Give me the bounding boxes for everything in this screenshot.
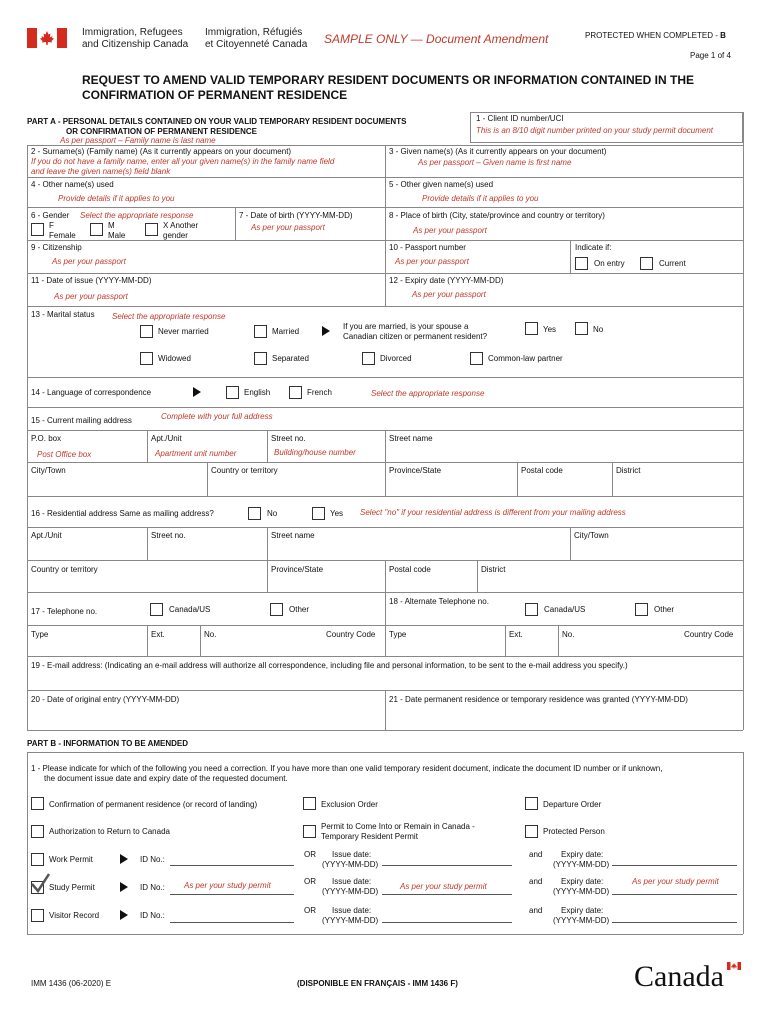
visitor-expiry-fmt: (YYYY-MM-DD) <box>553 916 610 925</box>
canada-wordmark: Canada <box>634 960 724 993</box>
res-province-label: Province/State <box>271 565 324 574</box>
form-title <box>82 73 694 103</box>
alt-phone-country-code-label: Country Code <box>684 630 734 639</box>
protected-person-checkbox[interactable] <box>525 825 538 838</box>
visitor-issue-label: Issue date: <box>332 906 372 915</box>
part-b-q1-line-1: 1 - Please indicate for which of the following you need a correction. If you have more than one valid temporary resident document, indicate the document ID number or if unknown, <box>31 764 663 773</box>
married-checkbox[interactable] <box>254 325 267 338</box>
study-expiry-label: Expiry date: <box>561 877 604 886</box>
alt-phone-type-label: Type <box>389 630 407 639</box>
q11-hint: As per your passport <box>54 292 128 301</box>
sample-notice: SAMPLE ONLY — Document Amendment <box>324 32 549 46</box>
q6-label: 6 - Gender <box>31 211 70 220</box>
copr-checkbox[interactable] <box>31 797 44 810</box>
work-issue-field[interactable] <box>382 865 512 866</box>
q14-hint: Select the appropriate response <box>371 389 485 398</box>
divorced-checkbox[interactable] <box>362 352 375 365</box>
spouse-no-label: No <box>593 325 604 334</box>
protected-notice <box>585 31 726 40</box>
alt-phone-other-label: Other <box>654 605 675 614</box>
alt-phone-ext-label: Ext. <box>509 630 523 639</box>
res-apt-unit-label: Apt./Unit <box>31 531 62 540</box>
street-no-hint: Building/house number <box>274 448 356 457</box>
q7-hint: As per your passport <box>251 223 325 232</box>
never-married-label: Never married <box>158 327 209 336</box>
po-box-hint: Post Office box <box>37 450 92 459</box>
gender-x-checkbox[interactable] <box>145 223 158 236</box>
study-issue-fmt: (YYYY-MM-DD) <box>322 887 379 896</box>
spouse-question-line-2: Canadian citizen or permanent resident? <box>343 332 488 341</box>
alt-phone-canada-us-label: Canada/US <box>544 605 586 614</box>
family-name-hint: As per passport – Family name is last name <box>60 136 216 145</box>
spouse-question-line-1: If you are married, is your spouse a <box>343 322 469 331</box>
res-street-no-label: Street no. <box>151 531 186 540</box>
q12-hint: As per your passport <box>412 290 486 299</box>
res-city-town-label: City/Town <box>574 531 609 540</box>
visitor-issue-fmt: (YYYY-MM-DD) <box>322 916 379 925</box>
gender-x-text-1: X Another <box>163 221 199 230</box>
q3-hint: As per passport – Given name is first name <box>418 158 572 167</box>
q15-label: 15 - Current mailing address <box>31 416 132 425</box>
agency-name-fr <box>205 27 307 51</box>
q18-label: 18 - Alternate Telephone no. <box>389 597 489 606</box>
q16-label: 16 - Residential address Same as mailing address? <box>31 509 214 518</box>
protected-level: B <box>720 31 726 40</box>
phone-no-label: No. <box>204 630 217 639</box>
on-entry-checkbox[interactable] <box>575 257 588 270</box>
q2-label: 2 - Surname(s) (Family name) (As it currently appears on your document) <box>31 147 292 156</box>
phone-other-checkbox[interactable] <box>270 603 283 616</box>
q19-label: 19 - E-mail address: (Indicating an e-mail address will authorize all correspondence, including file and personal information, to be sent to the e-mail address you specify.) <box>31 661 628 670</box>
married-label: Married <box>272 327 300 336</box>
q10-label: 10 - Passport number <box>389 243 466 252</box>
q17-label: 17 - Telephone no. <box>31 607 98 616</box>
study-and: and <box>529 877 543 886</box>
common-law-checkbox[interactable] <box>470 352 483 365</box>
work-id-label: ID No.: <box>140 855 165 864</box>
gender-m-code: M <box>108 221 115 230</box>
work-or: OR <box>304 850 316 859</box>
agency-fr-line-2: et Citoyenneté Canada <box>205 39 308 50</box>
canada-flag-icon <box>27 28 67 48</box>
protected-person-label: Protected Person <box>543 827 605 836</box>
study-issue-hint: As per your study permit <box>400 882 487 891</box>
q1-hint: This is an 8/10 digit number printed on your study permit document <box>476 126 714 135</box>
phone-ext-label: Ext. <box>151 630 165 639</box>
province-label: Province/State <box>389 466 442 475</box>
district-label: District <box>616 466 641 475</box>
spouse-no-checkbox[interactable] <box>575 322 588 335</box>
part-b-title: PART B - INFORMATION TO BE AMENDED <box>27 739 189 748</box>
part-b-q1-line-2: the document issue date and expiry date of the requested document. <box>44 774 288 783</box>
visitor-or: OR <box>304 906 316 915</box>
arrow-right-icon <box>193 387 201 397</box>
study-or: OR <box>304 877 316 886</box>
work-permit-label: Work Permit <box>49 855 93 864</box>
res-street-name-label: Street name <box>271 531 315 540</box>
gender-female-checkbox[interactable] <box>31 223 44 236</box>
current-checkbox[interactable] <box>640 257 653 270</box>
q9-label: 9 - Citizenship <box>31 243 82 252</box>
study-permit-label: Study Permit <box>49 883 95 892</box>
work-and: and <box>529 850 543 859</box>
indicate-if-label: Indicate if: <box>575 243 612 252</box>
agency-name-en <box>82 27 188 51</box>
q2-hint-2: and leave the given name(s) field blank <box>31 167 171 176</box>
spouse-yes-label: Yes <box>543 325 557 334</box>
form-title-line-2: CONFIRMATION OF PERMANENT RESIDENCE <box>82 88 348 102</box>
trp-label-line-2: Temporary Resident Permit <box>321 832 418 841</box>
phone-other-label: Other <box>289 605 310 614</box>
q2-hint-1: If you do not have a family name, enter all your given name(s) in the family name field <box>31 157 335 166</box>
page-number: Page 1 of 4 <box>690 51 731 60</box>
work-issue-fmt: (YYYY-MM-DD) <box>322 860 379 869</box>
french-label: French <box>307 388 332 397</box>
q15-hint: Complete with your full address <box>161 412 273 421</box>
country-label: Country or territory <box>211 466 278 475</box>
spouse-question <box>343 322 487 342</box>
spouse-yes-checkbox[interactable] <box>525 322 538 335</box>
work-issue-label: Issue date: <box>332 850 372 859</box>
arrow-right-icon <box>120 854 128 864</box>
gender-male-label <box>108 221 125 241</box>
arrow-right-icon <box>322 326 330 336</box>
part-a-title-2: OR CONFIRMATION OF PERMANENT RESIDENCE <box>66 127 257 136</box>
alt-phone-no-label: No. <box>562 630 575 639</box>
form-id: IMM 1436 (06-2020) E <box>31 979 112 988</box>
visitor-record-label: Visitor Record <box>49 911 100 920</box>
q4-label: 4 - Other name(s) used <box>31 180 114 189</box>
gender-x-label <box>163 221 198 241</box>
q11-label: 11 - Date of issue (YYYY-MM-DD) <box>31 276 152 285</box>
q5-label: 5 - Other given name(s) used <box>389 180 494 189</box>
study-expiry-fmt: (YYYY-MM-DD) <box>553 887 610 896</box>
gender-m-text: Male <box>108 231 126 240</box>
alt-phone-other-checkbox[interactable] <box>635 603 648 616</box>
city-town-label: City/Town <box>31 466 66 475</box>
phone-type-label: Type <box>31 630 49 639</box>
on-entry-label: On entry <box>594 259 625 268</box>
q6-hint: Select the appropriate response <box>80 211 194 220</box>
agency-fr-line-1: Immigration, Réfugiés <box>205 27 303 38</box>
q13-hint: Select the appropriate response <box>112 312 226 321</box>
widowed-checkbox[interactable] <box>140 352 153 365</box>
exclusion-order-label: Exclusion Order <box>321 800 378 809</box>
part-a-title-1: PART A - PERSONAL DETAILS CONTAINED ON YOUR VALID TEMPORARY RESIDENT DOCUMENTS <box>27 117 407 126</box>
visitor-issue-field[interactable] <box>382 922 512 923</box>
alt-phone-canada-us-checkbox[interactable] <box>525 603 538 616</box>
widowed-label: Widowed <box>158 354 191 363</box>
visitor-and: and <box>529 906 543 915</box>
english-label: English <box>244 388 271 397</box>
english-checkbox[interactable] <box>226 386 239 399</box>
exclusion-order-checkbox[interactable] <box>303 797 316 810</box>
study-issue-field[interactable] <box>382 894 512 895</box>
trp-label-line-1: Permit to Come Into or Remain in Canada - <box>321 822 475 831</box>
res-postal-label: Postal code <box>389 565 431 574</box>
street-name-label: Street name <box>389 434 433 443</box>
visitor-expiry-field[interactable] <box>612 922 737 923</box>
common-law-label: Common-law partner <box>488 354 563 363</box>
never-married-checkbox[interactable] <box>140 325 153 338</box>
q13-label: 13 - Marital status <box>31 310 95 319</box>
departure-order-label: Departure Order <box>543 800 602 809</box>
arrow-right-icon <box>120 910 128 920</box>
q16-no-checkbox[interactable] <box>248 507 261 520</box>
arc-label: Authorization to Return to Canada <box>49 827 170 836</box>
arrow-right-icon <box>120 882 128 892</box>
study-id-field[interactable] <box>170 894 294 895</box>
work-expiry-label: Expiry date: <box>561 850 604 859</box>
study-issue-label: Issue date: <box>332 877 372 886</box>
trp-checkbox[interactable] <box>303 825 316 838</box>
q3-label: 3 - Given name(s) (As it currently appears on your document) <box>389 147 607 156</box>
q8-hint: As per your passport <box>413 226 487 235</box>
q5-hint: Provide details if it applies to you <box>422 194 539 203</box>
study-expiry-field[interactable] <box>612 894 737 895</box>
res-district-label: District <box>481 565 506 574</box>
work-id-field[interactable] <box>170 865 294 866</box>
q10-hint: As per your passport <box>395 257 469 266</box>
q4-hint: Provide details if it applies to you <box>58 194 175 203</box>
res-country-label: Country or territory <box>31 565 98 574</box>
divorced-label: Divorced <box>380 354 412 363</box>
work-expiry-fmt: (YYYY-MM-DD) <box>553 860 610 869</box>
po-box-label: P.O. box <box>31 434 62 443</box>
visitor-expiry-label: Expiry date: <box>561 906 604 915</box>
q20-label: 20 - Date of original entry (YYYY-MM-DD) <box>31 695 180 704</box>
apt-unit-label: Apt./Unit <box>151 434 182 443</box>
q21-label: 21 - Date permanent residence or temporary residence was granted (YYYY-MM-DD) <box>389 695 688 704</box>
departure-order-checkbox[interactable] <box>525 797 538 810</box>
visitor-id-field[interactable] <box>170 922 294 923</box>
french-checkbox[interactable] <box>289 386 302 399</box>
q16-hint: Select "no" if your residential address is different from your mailing address <box>360 508 626 517</box>
apt-unit-hint: Apartment unit number <box>155 449 237 458</box>
current-label: Current <box>659 259 686 268</box>
phone-canada-us-label: Canada/US <box>169 605 211 614</box>
french-availability: (DISPONIBLE EN FRANÇAIS - IMM 1436 F) <box>297 979 458 988</box>
phone-canada-us-checkbox[interactable] <box>150 603 163 616</box>
gender-f-code: F <box>49 221 54 230</box>
agency-en-line-2: and Citizenship Canada <box>82 39 189 50</box>
checkmark-icon <box>29 872 51 896</box>
form-title-line-1: REQUEST TO AMEND VALID TEMPORARY RESIDENT DOCUMENTS OR INFORMATION CONTAINED IN THE <box>82 73 695 87</box>
work-permit-checkbox[interactable] <box>31 853 44 866</box>
separated-checkbox[interactable] <box>254 352 267 365</box>
street-no-label: Street no. <box>271 434 306 443</box>
q1-label: 1 - Client ID number/UCI <box>476 114 564 123</box>
q8-label: 8 - Place of birth (City, state/province and country or territory) <box>389 211 605 220</box>
phone-country-code-label: Country Code <box>326 630 376 639</box>
gender-x-text-2: gender <box>163 231 188 240</box>
q16-yes-checkbox[interactable] <box>312 507 325 520</box>
q12-label: 12 - Expiry date (YYYY-MM-DD) <box>389 276 504 285</box>
work-expiry-field[interactable] <box>612 865 737 866</box>
protected-prefix: PROTECTED WHEN COMPLETED - <box>585 31 721 40</box>
visitor-record-checkbox[interactable] <box>31 909 44 922</box>
study-id-label: ID No.: <box>140 883 165 892</box>
gender-male-checkbox[interactable] <box>90 223 103 236</box>
study-expiry-hint: As per your study permit <box>632 877 719 886</box>
separated-label: Separated <box>272 354 309 363</box>
q9-hint: As per your passport <box>52 257 126 266</box>
trp-label <box>321 822 475 842</box>
wordmark-flag-icon <box>727 962 741 970</box>
postal-code-label: Postal code <box>521 466 563 475</box>
gender-f-text: Female <box>49 231 76 240</box>
gender-female-label <box>49 221 76 241</box>
copr-label: Confirmation of permanent residence (or record of landing) <box>49 800 258 809</box>
arc-checkbox[interactable] <box>31 825 44 838</box>
q16-yes-label: Yes <box>330 509 344 518</box>
q14-label: 14 - Language of correspondence <box>31 388 152 397</box>
q7-label: 7 - Date of birth (YYYY-MM-DD) <box>239 211 353 220</box>
study-id-hint: As per your study permit <box>184 881 271 890</box>
q16-no-label: No <box>267 509 278 518</box>
agency-en-line-1: Immigration, Refugees <box>82 27 183 38</box>
visitor-id-label: ID No.: <box>140 911 165 920</box>
